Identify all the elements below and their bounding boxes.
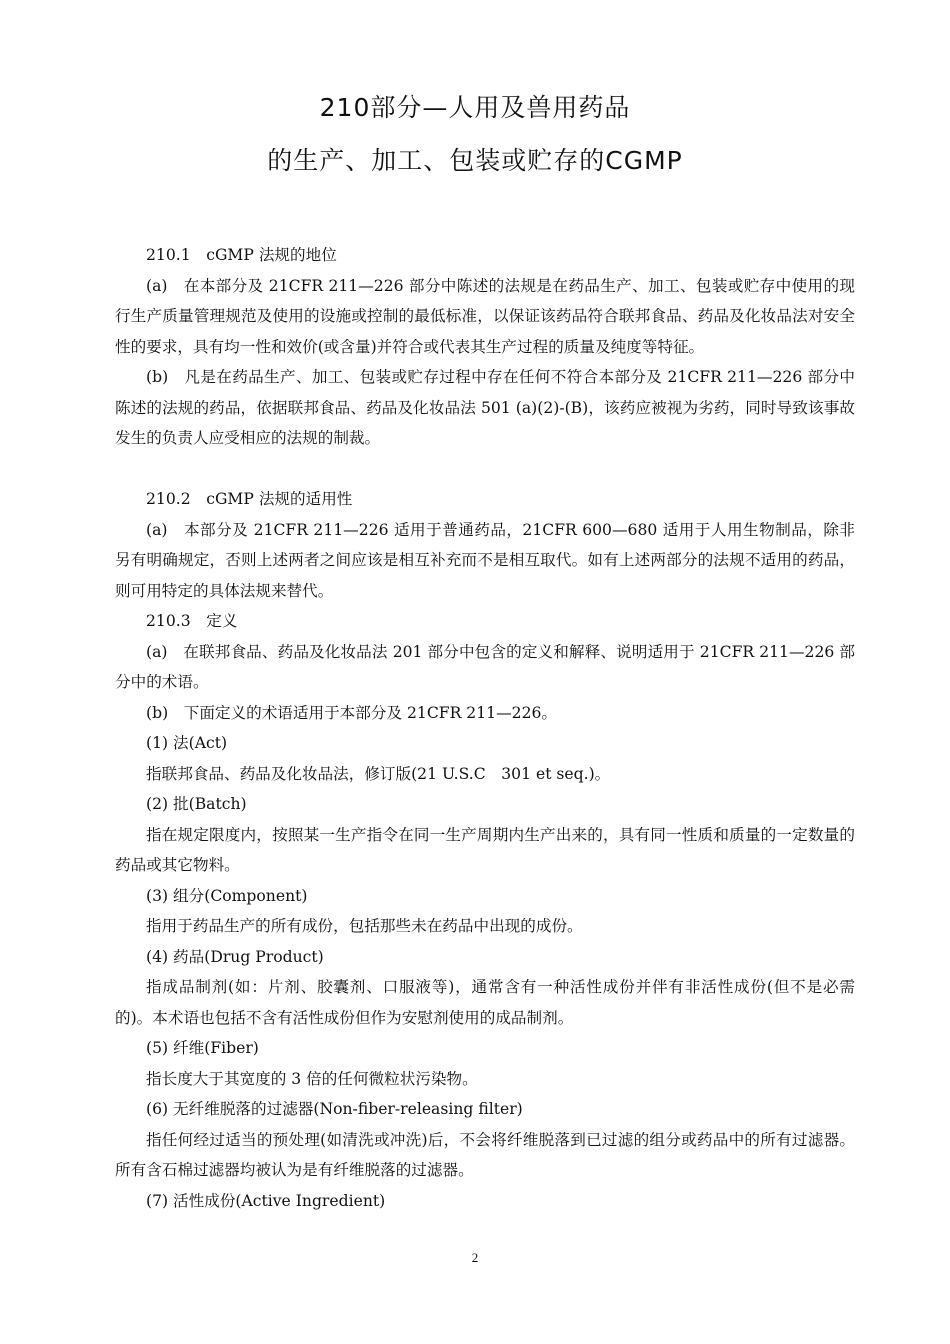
term-heading-active-ingredient: (7) 活性成份(Active Ingredient): [146, 1191, 386, 1210]
section-heading-210-3: 210.3 定义: [146, 612, 238, 630]
term-definition-batch: 指在规定限度内，按照某一生产指令在同一生产周期内生产出来的，具有同一性质和质量的一定数量的药品或其它物料。: [115, 825, 855, 874]
paragraph-210-3-a: (a) 在联邦食品、药品及化妆品法 201 部分中包含的定义和解释、说明适用于 21CFR 211—226 部分中的术语。: [115, 642, 855, 691]
term-heading-fiber: (5) 纤维(Fiber): [146, 1039, 259, 1057]
page-number: 2: [471, 1250, 479, 1265]
paragraph-210-1-a: (a) 在本部分及 21CFR 211—226 部分中陈述的法规是在药品生产、加工、包装或贮存中使用的现行生产质量管理规范及使用的设施或控制的最低标准，以保证该药品符合联邦食品、药品及化妆品法对安全性的要求，具有均一性和效价(或含量)并符合或代表其生产过程的质量及纯度等特征。: [115, 276, 855, 356]
term-definition-component: 指用于药品生产的所有成份，包括那些未在药品中出现的成份。: [146, 917, 583, 935]
term-definition-fiber: 指长度大于其宽度的 3 倍的任何微粒状污染物。: [146, 1069, 478, 1088]
term-heading-component: (3) 组分(Component): [146, 886, 308, 905]
document-body: [115, 240, 855, 1216]
section-heading-210-1: 210.1 cGMP 法规的地位: [146, 246, 337, 264]
term-definition-drug-product: 指成品制剂(如：片剂、胶囊剂、口服液等)，通常含有一种活性成份并伴有非活性成份(但不是必需的)。本术语也包括不含有活性成份但作为安慰剂使用的成品制剂。: [115, 978, 855, 1027]
document-title-line1: 210部分—人用及兽用药品: [319, 93, 631, 122]
term-definition-non-fiber-releasing-filter: 指任何经过适当的预处理(如清洗或冲洗)后，不会将纤维脱落到已过滤的组分或药品中的所有过滤器。所有含石棉过滤器均被认为是有纤维脱落的过滤器。: [115, 1130, 855, 1179]
paragraph-210-3-b: (b) 下面定义的术语适用于本部分及 21CFR 211—226。: [146, 703, 558, 722]
term-heading-batch: (2) 批(Batch): [146, 795, 247, 813]
term-heading-act: (1) 法(Act): [146, 734, 228, 752]
term-heading-non-fiber-releasing-filter: (6) 无纤维脱落的过滤器(Non-fiber-releasing filter): [146, 1100, 523, 1118]
section-heading-210-2: 210.2 cGMP 法规的适用性: [146, 490, 353, 508]
document-title-line2: 的生产、加工、包装或贮存的CGMP: [267, 146, 683, 175]
term-definition-act: 指联邦食品、药品及化妆品法，修订版(21 U.S.C 301 et seq.)。: [146, 764, 611, 783]
paragraph-210-1-b: (b) 凡是在药品生产、加工、包装或贮存过程中存在任何不符合本部分及 21CFR 211—226 部分中陈述的法规的药品，依据联邦食品、药品及化妆品法 501 (a)(2)-(B)，该药应被视为劣药，同时导致该事故发生的负责人应受相应的法规的制裁。: [115, 368, 855, 447]
paragraph-210-2-a: (a) 本部分及 21CFR 211—226 适用于普通药品，21CFR 600—680 适用于人用生物制品，除非另有明确规定，否则上述两者之间应该是相互补充而不是相互取代。如有上述两部分的法规不适用的药品，则可用特定的具体法规来替代。: [115, 520, 855, 600]
term-heading-drug-product: (4) 药品(Drug Product): [146, 947, 324, 966]
